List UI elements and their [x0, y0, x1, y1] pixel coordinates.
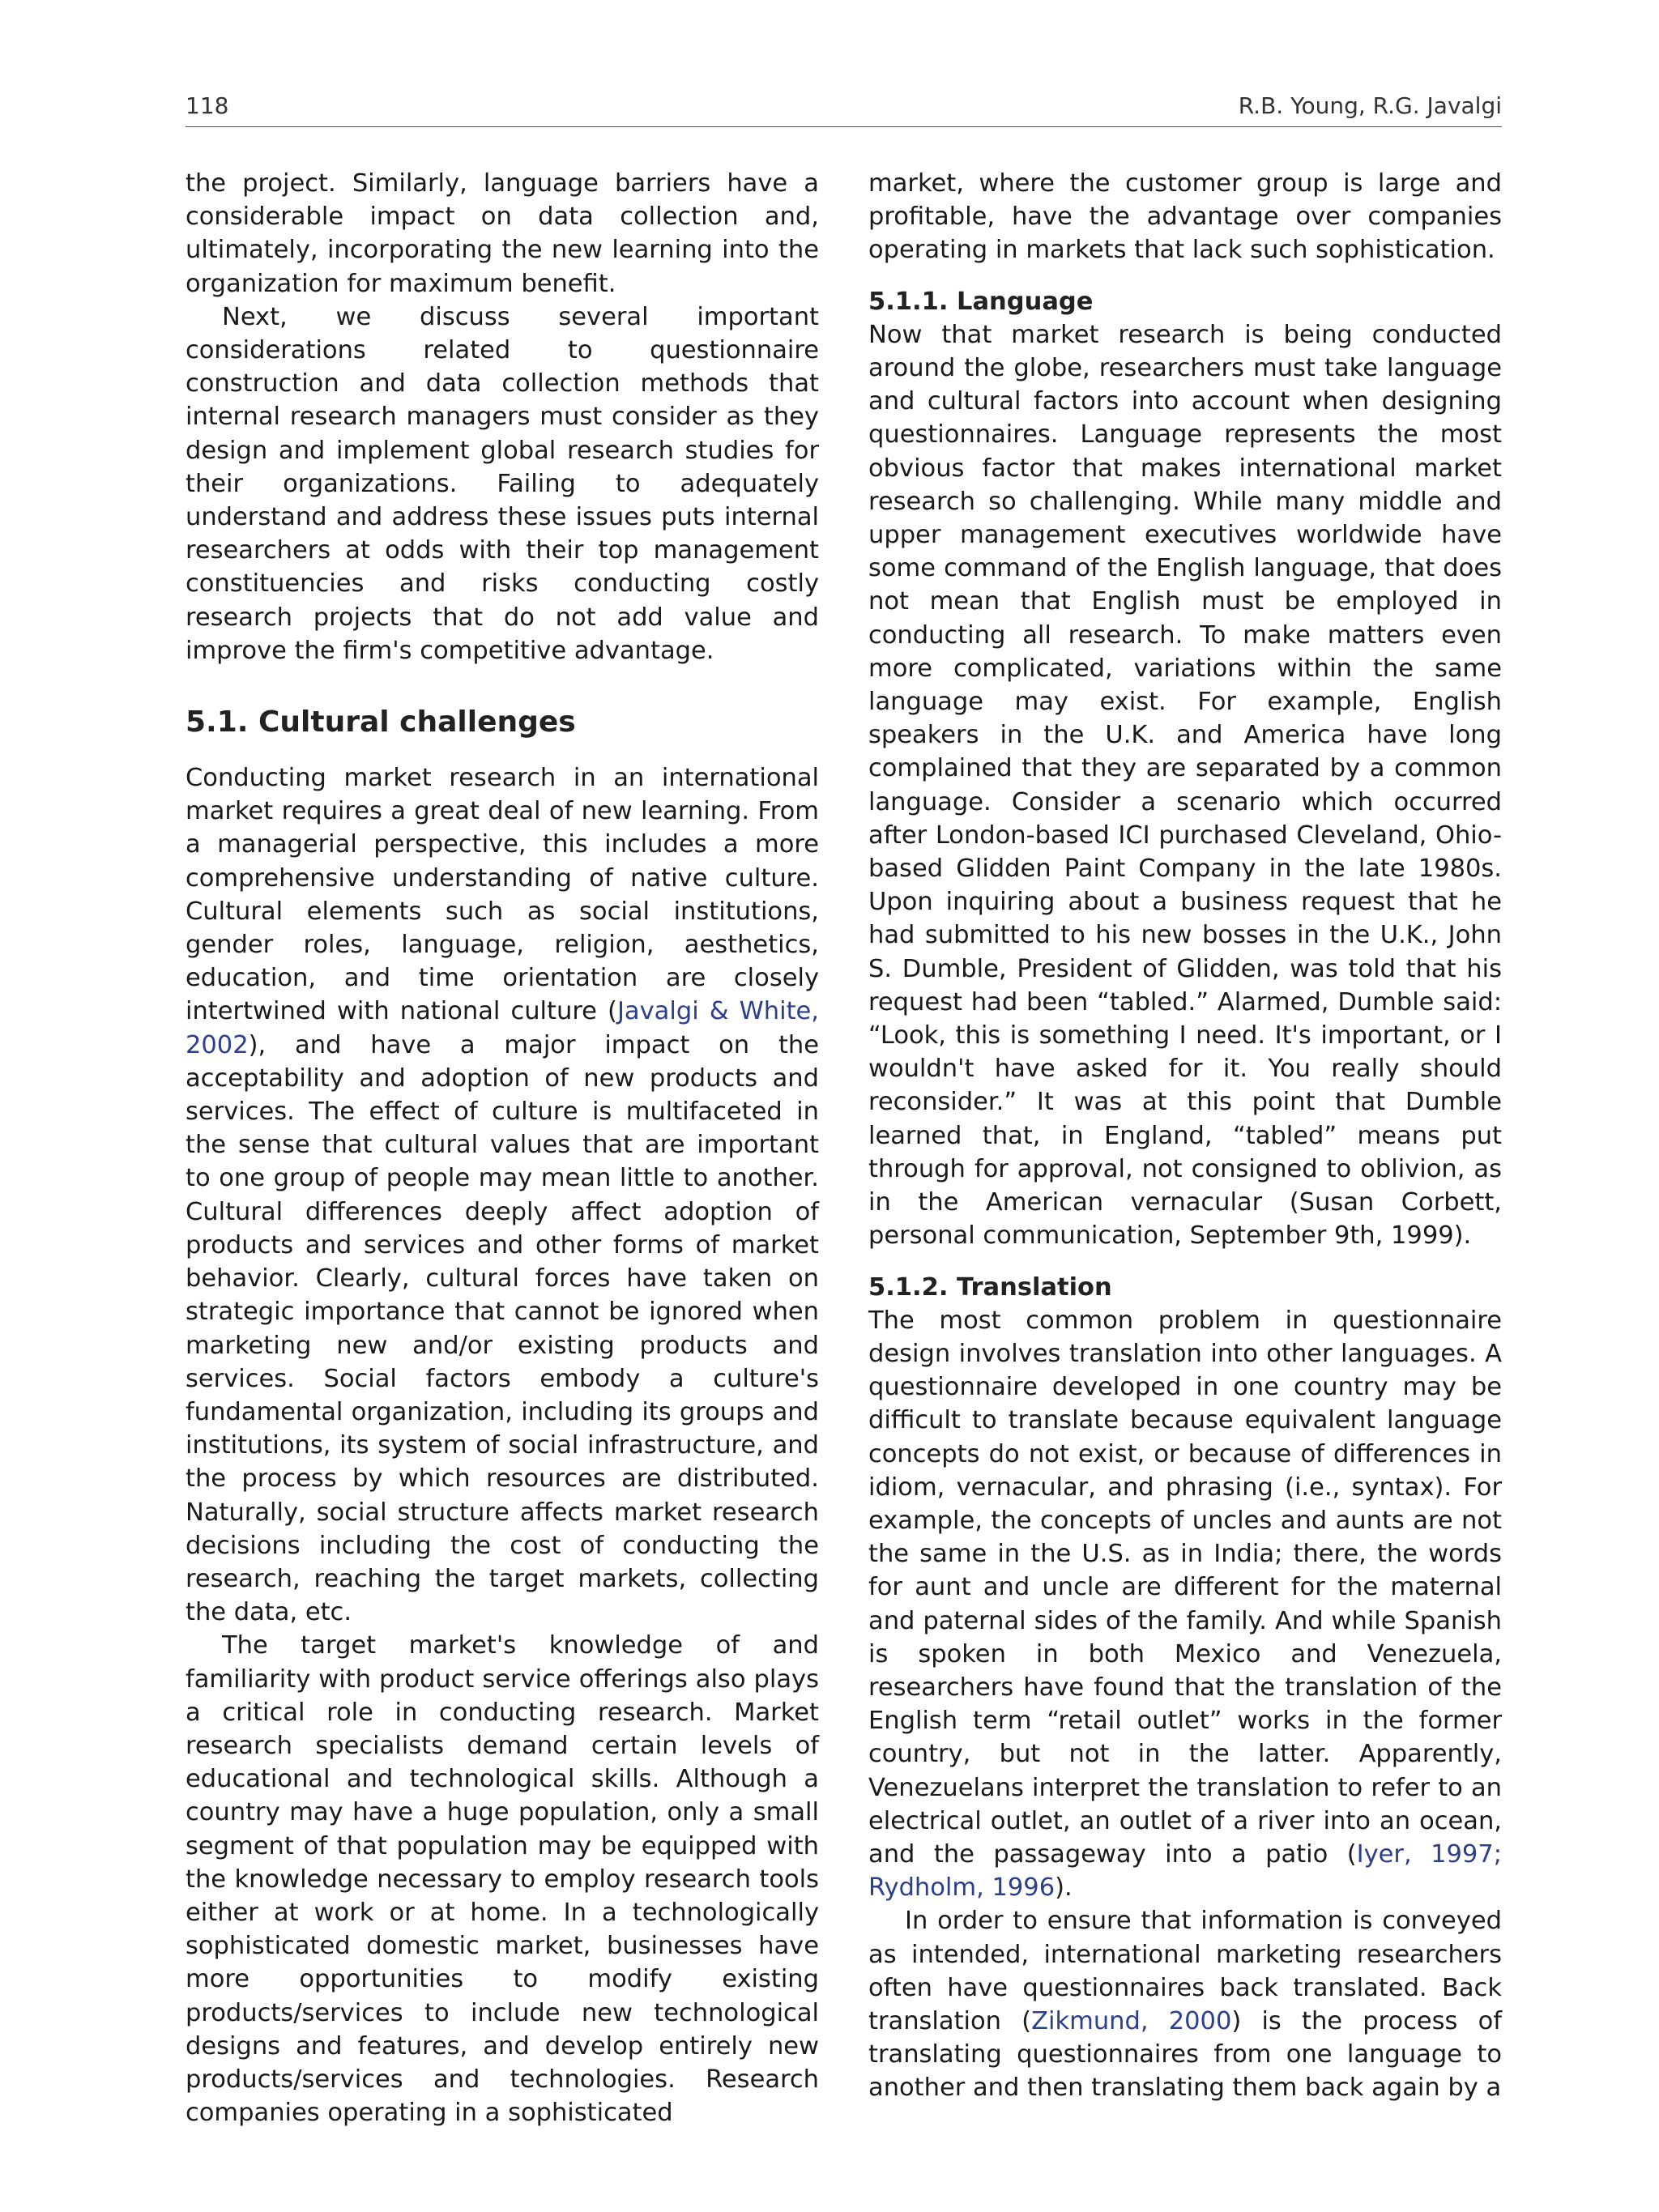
text: ), and have a major impact on the acceptability and adoption of new products and services. The effect of culture is multifaceted in the sense that cultural values that are important to one group of people may mean little to another. Cultural differences deeply affect adoption of products and services and other forms of market behavior. Clearly, cultural forces have taken on strategic importance that cannot be ignored when marketing new and/or existing products and services. Social factors embody a culture's fundamental organization, including its groups and institutions, its system of social infrastructure, and the process by which resources are distributed. Naturally, social structure affects market research decisions including the cost of conducting the research, reaching the target markets, collecting the data, etc.	[186, 1030, 819, 1627]
text: In order to ensure that information is conveyed as intended, international marketing researchers often have questionnaires back translated. Back translation (	[868, 1907, 1502, 2035]
paragraph	[186, 761, 819, 1629]
text: ).	[1055, 1873, 1073, 1903]
text: Conducting market research in an international market requires a great deal of new learning. From a managerial perspective, this includes a more comprehensive understanding of native culture. Cultural elements such as social institutions, gender roles, language, religion, aesthetics, education, and time orientation are closely intertwined with national culture (	[186, 764, 819, 1026]
citation-link[interactable]: Iyer, 1997; Rydholm, 1996	[868, 1839, 1502, 1903]
subsection-heading: 5.1.1. Language	[868, 287, 1094, 316]
page-header	[186, 87, 1502, 127]
page-number: 118	[186, 92, 229, 119]
paragraph	[868, 1304, 1502, 1905]
text: ) is the process of translating questionnaires from one language to another and then translating them back again by a	[868, 2006, 1503, 2103]
paragraph	[868, 1904, 1502, 2104]
section-heading: 5.1. Cultural challenges	[186, 705, 576, 739]
paragraph: market, where the customer group is large and profitable, have the advantage over companies operating in markets that lack such sophistication.	[868, 169, 1502, 265]
citation-link[interactable]: Zikmund, 2000	[1031, 2006, 1232, 2035]
left-column	[186, 167, 819, 2129]
paragraph: Next, we discuss several important considerations related to questionnaire construction and data collection methods that internal research managers must consider as they design and implement global research studies for their organizations. Failing to adequately understand and address these issues puts internal researchers at odds with their top management constituencies and risks conducting costly research projects that do not add value and improve the firm's competitive advantage.	[186, 302, 819, 665]
text: The most common problem in questionnaire design involves translation into other languages. A questionnaire developed in one country may be difficult to translate because equivalent language concepts do not exist, or because of differences in idiom, vernacular, and phrasing (i.e., syntax). For example, the concepts of uncles and aunts are not the same in the U.S. as in India; there, the words for aunt and uncle are different for the maternal and paternal sides of the family. And while Spanish is spoken in both Mexico and Venezuela, researchers have found that the translation of the English term “retail outlet” works in the former country, but not in the latter. Apparently, Venezuelans interpret the translation to refer to an electrical outlet, an outlet of a river into an ocean, and the passageway into a patio (	[868, 1306, 1502, 1869]
paragraph: Now that market research is being conducted around the globe, researchers must take language and cultural factors into account when designing questionnaires. Language represents the most obvious factor that makes international market research so challenging. While many middle and upper management executives worldwide have some command of the English language, that does not mean that English must be employed in conducting all research. To make matters even more complicated, variations within the same language may exist. For example, English speakers in the U.K. and America have long complained that they are separated by a common language. Consider a scenario which occurred after London-based ICI purchased Cleveland, Ohio-based Glidden Paint Company in the late 1980s. Upon inquiring about a business request that he had submitted to his new bosses in the U.K., John S. Dumble, President of Glidden, was told that his request had been “tabled.” Alarmed, Dumble said: “Look, this is something I need. It's important, or I wouldn't have asked for it. You really should reconsider.” It was at this point that Dumble learned that, in England, “tabled” means put through for approval, not consigned to oblivion, as in the American vernacular (Susan Corbett, personal communication, September 9th, 1999).	[868, 320, 1502, 1251]
citation-link[interactable]: Javalgi & White, 2002	[186, 997, 819, 1059]
running-head: R.B. Young, R.G. Javalgi	[1238, 92, 1502, 119]
paragraph: the project. Similarly, language barriers have a considerable impact on data collection and, ultimately, incorporating the new learning into the organization for maximum benefit.	[186, 169, 819, 298]
paragraph: The target market's knowledge of and familiarity with product service offerings also plays a critical role in conducting research. Market research specialists demand certain levels of educational and technological skills. Although a country may have a huge population, only a small segment of that population may be equipped with the knowledge necessary to employ research tools either at work or at home. In a technologically sophisticated domestic market, businesses have more opportunities to modify existing products/services to include new technological designs and features, and develop entirely new products/services and technologies. Research companies operating in a sophisticated	[186, 1631, 819, 2128]
right-column	[868, 167, 1502, 2105]
subsection-heading: 5.1.2. Translation	[868, 1272, 1112, 1302]
